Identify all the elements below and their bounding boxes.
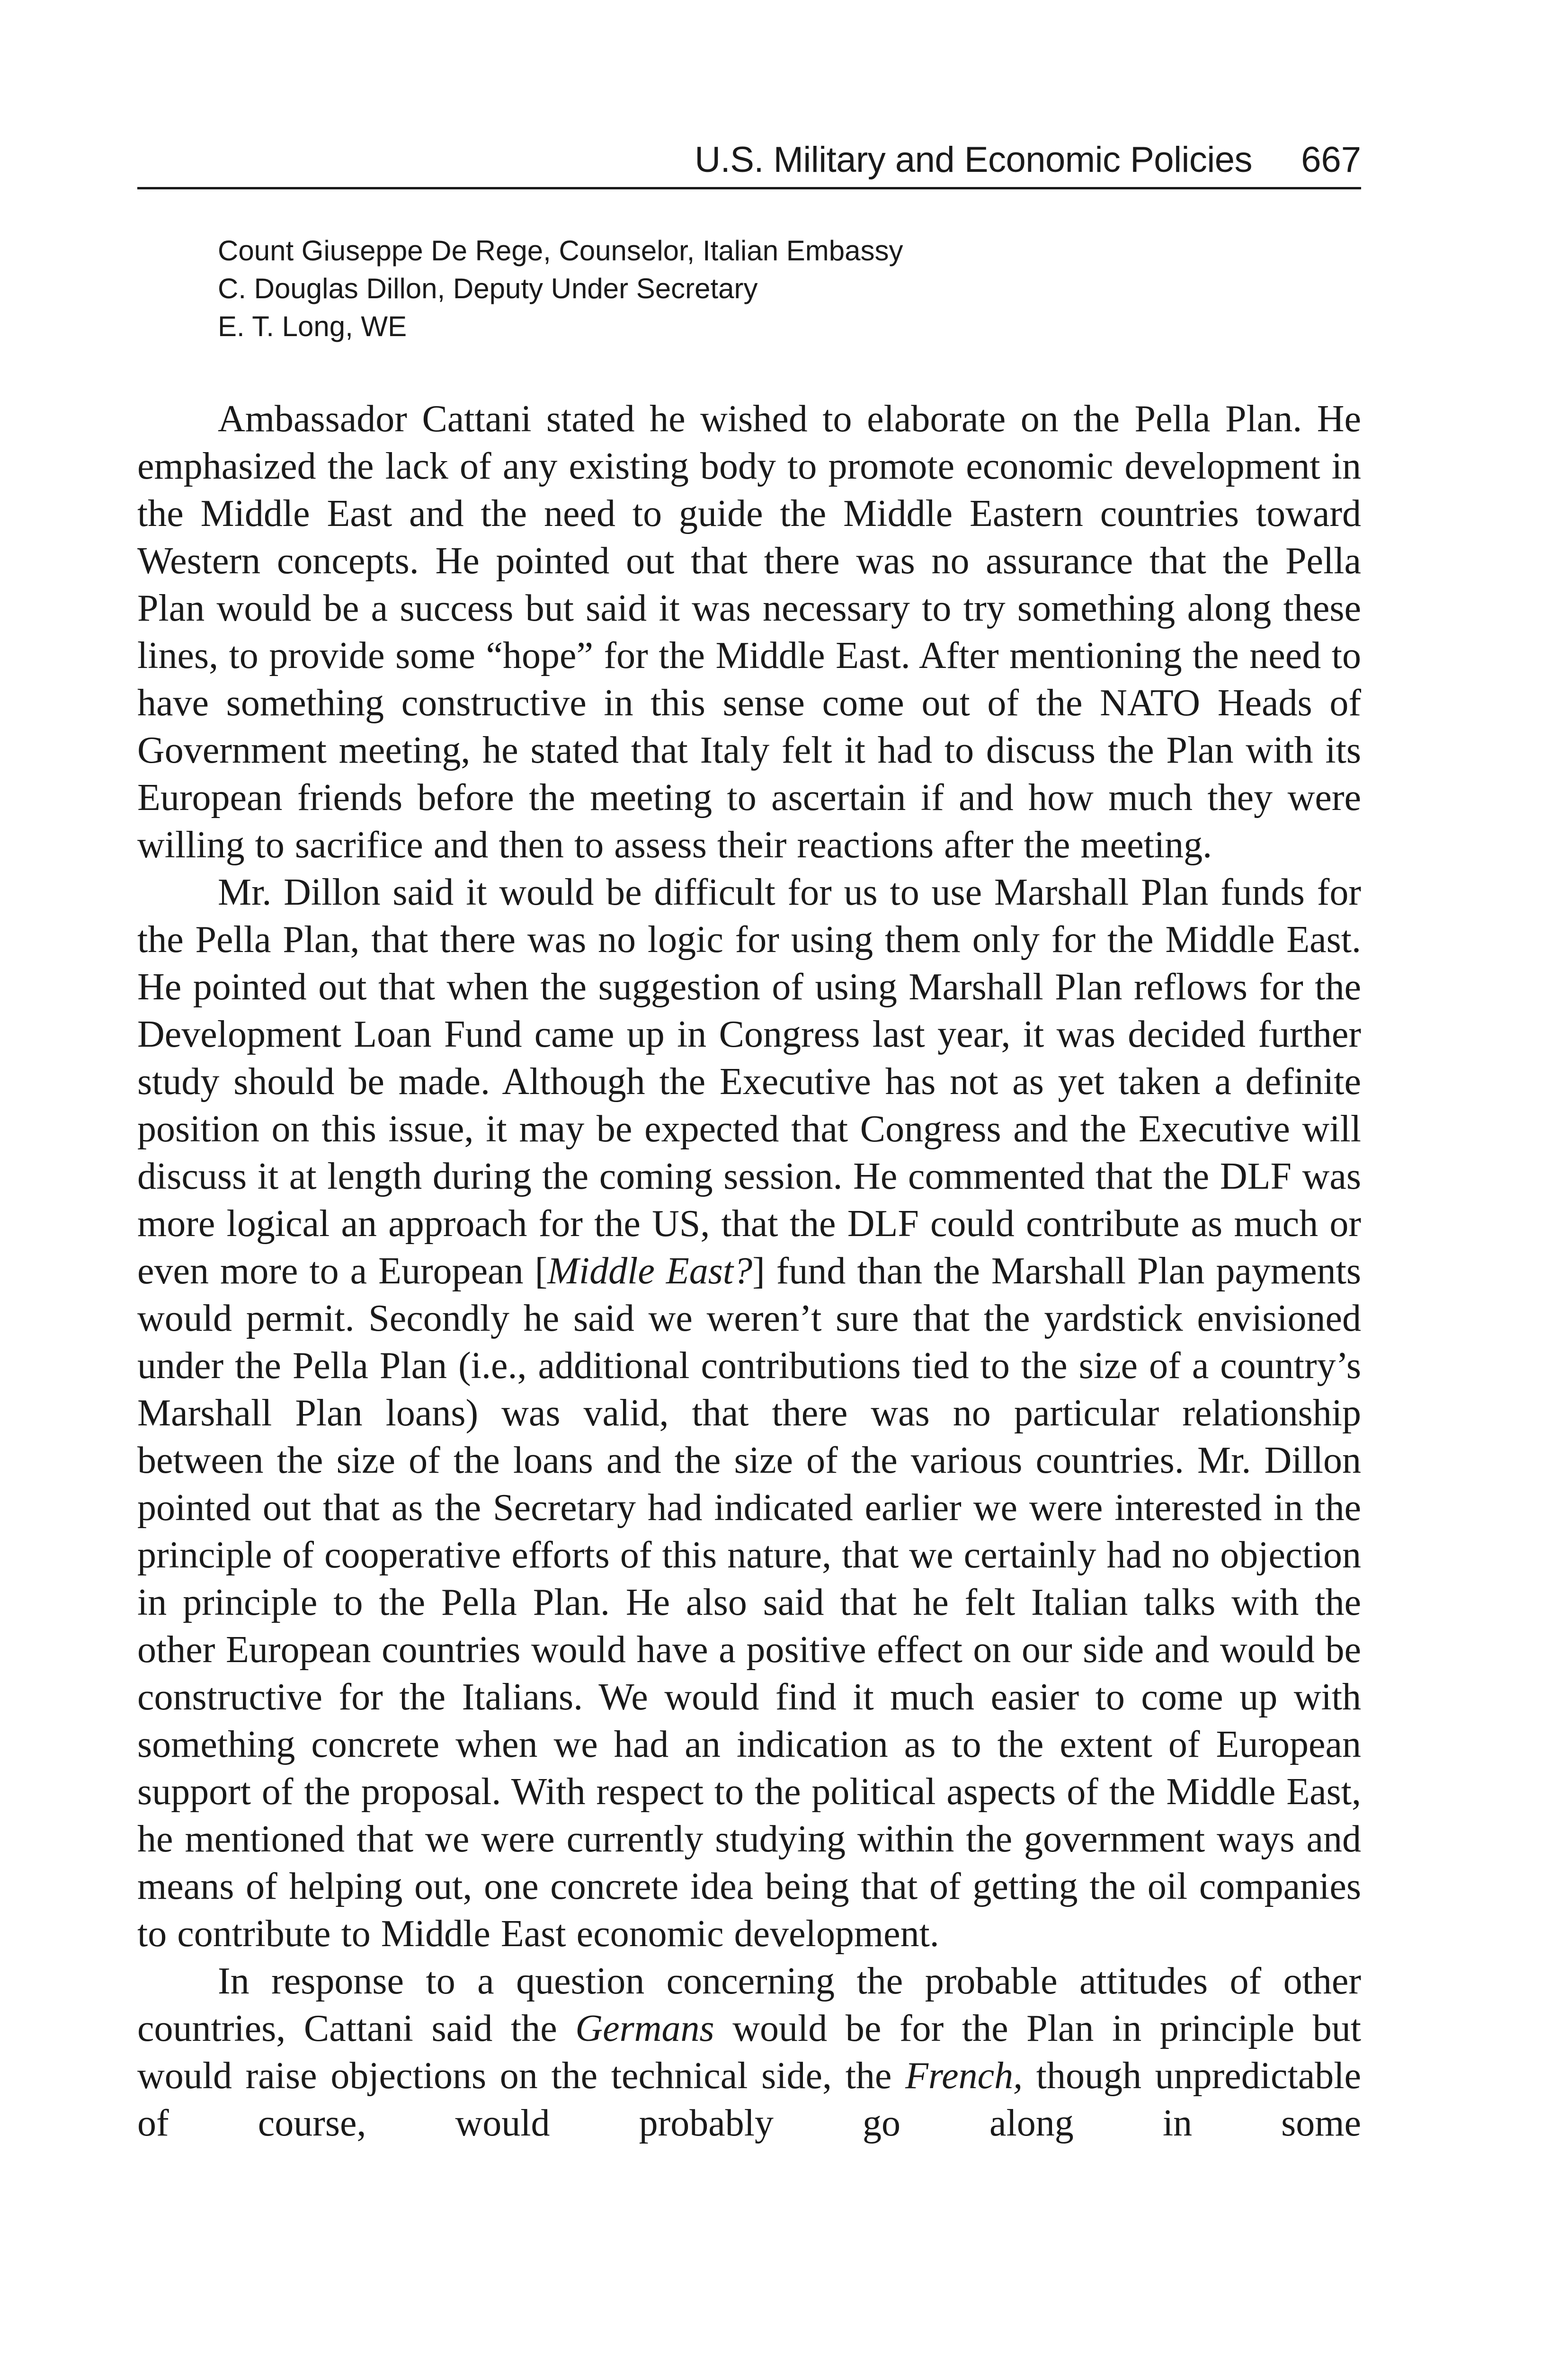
paragraph-3-text-a: In response to a question concerning the probable attitudes of other countries, Cattani said the: [137, 1960, 1361, 2049]
document-page: [137, 123, 1361, 2367]
paragraph-2-text-a: Mr. Dillon said it would be difficult for us to use Marshall Plan funds for the Pella Plan, that there was no logic for using them only for the Middle East. He pointed out that when the suggestion of using Marshall Plan reflows for the Development Loan Fund came up in Congress last year, it was decided further study should be made. Although the Executive has not as yet taken a definite position on this issue, it may be expected that Congress and the Executive will discuss it at length during the coming session. He commented that the DLF was more logical an approach for the US, that the DLF could contribute as much or even more to a European [: [137, 872, 1361, 1292]
paragraph-3: [137, 1958, 1361, 2147]
paragraph-3-text-c: though unpredictable of course, would probably go along in some: [137, 2055, 1361, 2144]
participant-dillon: C. Douglas Dillon, Deputy Under Secretary: [218, 273, 758, 304]
participants-list: [218, 232, 1361, 346]
paragraph-2-italic: Middle East?: [547, 1250, 753, 1292]
paragraph-3-text-b: would be for the Plan in principle but would raise objections on the technical side, the: [137, 2008, 1361, 2097]
running-head: [137, 123, 1361, 189]
paragraph-3-italic-germans: Germans: [575, 2008, 714, 2049]
body-text: [137, 395, 1361, 2147]
participant-long: E. T. Long, WE: [218, 311, 407, 342]
participant-de-rege: Count Giuseppe De Rege, Counselor, Italian Embassy: [218, 235, 903, 267]
page-number: 667: [1301, 140, 1361, 180]
paragraph-3-italic-french: French,: [905, 2055, 1023, 2097]
paragraph-2-text-b: ] fund than the Marshall Plan payments would permit. Secondly he said we weren’t sure that the yardstick envisioned under the Pella Plan (i.e., additional contributions tied to the size of a country’s Marshall Plan loans) was valid, that there was no particular relationship between the size of the loans and the size of the various countries. Mr. Dillon pointed out that as the Secretary had indicated earlier we were interested in the principle of cooperative efforts of this nature, that we certainly had no objection in principle to the Pella Plan. He also said that he felt Italian talks with the other European countries would have a positive effect on our side and would be constructive for the Italians. We would find it much easier to come up with something concrete when we had an indication as to the extent of European support of the proposal. With respect to the political aspects of the Middle East, he mentioned that we were currently studying within the government ways and means of helping out, one concrete idea being that of getting the oil companies to contribute to Middle East economic development.: [137, 1250, 1362, 1955]
paragraph-2: [137, 869, 1361, 1958]
paragraph-1: Ambassador Cattani stated he wished to elaborate on the Pella Plan. He emphasized the lack of any existing body to promote economic development in the Middle East and the need to guide the Middle Eastern countries toward Western concepts. He pointed out that there was no assurance that the Pella Plan would be a success but said it was necessary to try something along these lines, to provide some “hope” for the Middle East. After mentioning the need to have something constructive in this sense come out of the NATO Heads of Government meeting, he stated that Italy felt it had to discuss the Plan with its European friends before the meeting to ascertain if and how much they were willing to sacrifice and then to assess their reactions after the meeting.: [137, 398, 1361, 866]
running-head-title: U.S. Military and Economic Policies: [695, 140, 1252, 180]
